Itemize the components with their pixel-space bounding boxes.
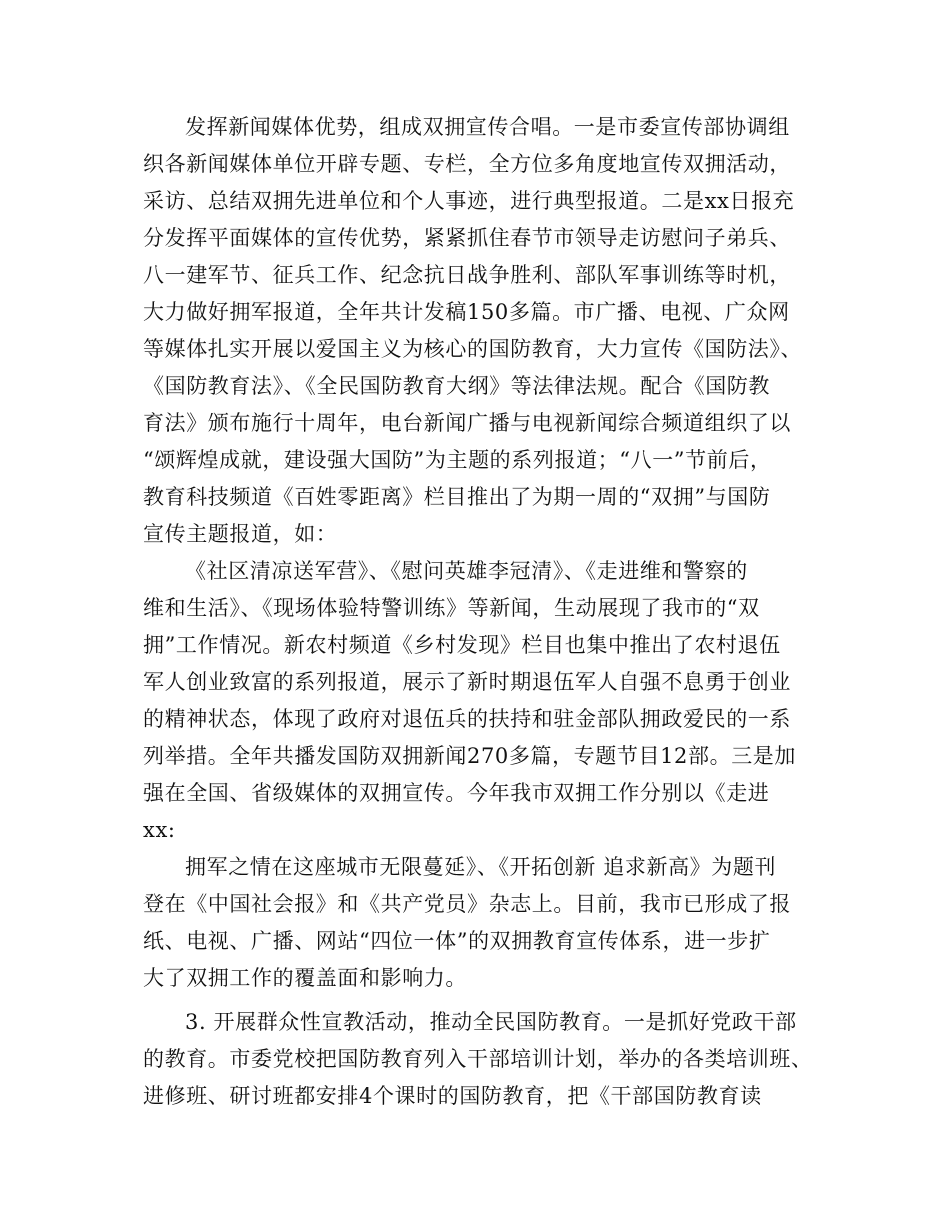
text-line: 拥军之情在这座城市无限蔓延》、《开拓创新 追求新高》为题刊 (185, 855, 777, 879)
text-line: xx: (143, 818, 176, 842)
text-line: 维和生活》、《现场体验特警训练》等新闻，生动展现了我市的“双 (143, 596, 760, 620)
text-line: 发挥新闻媒体优势，组成双拥宣传合唱。一是市委宣传部协调组 (185, 115, 790, 139)
text-line: 采访、总结双拥先进单位和个人事迹，进行典型报道。二是xx日报充 (143, 189, 795, 213)
text-line: 大了双拥工作的覆盖面和影响力。 (143, 966, 467, 990)
text-line: 进修班、研讨班都安排4个课时的国防教育，把《干部国防教育读 (143, 1084, 762, 1108)
text-line: 3. 开展群众性宣教活动，推动全民国防教育。一是抓好党政干部 (185, 1010, 797, 1034)
text-line: 纸、电视、广播、网站“四位一体”的双拥教育宣传体系，进一步扩 (143, 929, 771, 953)
text-line: 八一建军节、征兵工作、纪念抗日战争胜利、部队军事训练等时机， (143, 263, 791, 287)
text-line: 分发挥平面媒体的宣传优势，紧紧抓住春节市领导走访慰问子弟兵、 (143, 226, 791, 250)
text-line: 育法》颁布施行十周年，电台新闻广播与电视新闻综合频道组织了以 (143, 411, 791, 435)
text-line: 大力做好拥军报道，全年共计发稿150多篇。市广播、电视、广众网 (143, 300, 790, 324)
text-line: 《国防教育法》、《全民国防教育大纲》等法律法规。配合《国防教 (143, 374, 770, 398)
text-line: 拥”工作情况。新农村频道《乡村发现》栏目也集中推出了农村退伍 (143, 633, 781, 657)
text-line: 的教育。市委党校把国防教育列入干部培训计划，举办的各类培训班、 (143, 1047, 813, 1071)
text-line: 的精神状态，体现了政府对退伍兵的扶持和驻金部队拥政爱民的一系 (143, 707, 791, 731)
text-line: 等媒体扎实开展以爱国主义为核心的国防教育，大力宣传《国防法》、 (143, 337, 803, 361)
text-line: 登在《中国社会报》和《共产党员》杂志上。目前，我市已形成了报 (143, 892, 791, 916)
text-line: 强在全国、省级媒体的双拥宣传。今年我市双拥工作分别以《走进 (143, 781, 770, 805)
text-line: 列举措。全年共播发国防双拥新闻270多篇，专题节目12部。三是加 (143, 744, 797, 768)
text-line: 军人创业致富的系列报道，展示了新时期退伍军人自强不息勇于创业 (143, 670, 791, 694)
text-line: 宣传主题报道，如： (143, 522, 338, 546)
text-line: “颂辉煌成就，建设强大国防”为主题的系列报道；“八一”节前后， (143, 448, 772, 472)
text-line: 《社区清凉送军营》、《慰问英雄李冠清》、《走进维和警察的 (185, 559, 748, 583)
text-line: 织各新闻媒体单位开辟专题、专栏，全方位多角度地宣传双拥活动， (143, 152, 791, 176)
text-line: 教育科技频道《百姓零距离》栏目推出了为期一周的“双拥”与国防 (143, 485, 771, 509)
